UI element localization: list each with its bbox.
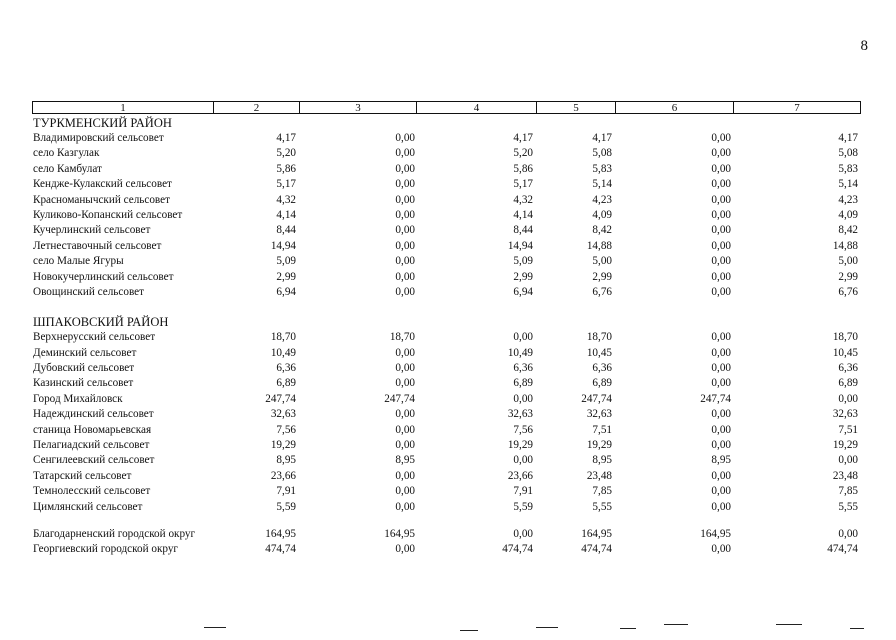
cell-col-7: 5,14: [838, 178, 858, 191]
row-name: Цимлянский сельсовет: [33, 500, 143, 513]
table-row: [32, 208, 861, 223]
cell-col-7: 5,08: [838, 147, 858, 160]
cell-col-4: 0,00: [513, 454, 533, 467]
cell-col-3: 0,00: [395, 362, 415, 375]
page-number: 8: [860, 38, 868, 54]
scan-artifact: [204, 627, 226, 628]
cell-col-3: 0,00: [395, 543, 415, 556]
cell-col-6: 0,00: [711, 239, 731, 252]
cell-col-3: 0,00: [395, 193, 415, 206]
cell-col-7: 5,00: [838, 255, 858, 268]
cell-col-4: 6,89: [513, 377, 533, 390]
cell-col-6: 0,00: [711, 132, 731, 144]
cell-col-5: 5,08: [592, 147, 612, 160]
cell-col-4: 6,36: [513, 362, 533, 375]
cell-col-6: 0,00: [711, 270, 731, 283]
cell-col-4: 4,14: [513, 208, 533, 221]
row-name: Кендже-Кулакский сельсовет: [33, 178, 172, 191]
table-row: [32, 346, 861, 361]
cell-col-2: 5,09: [276, 255, 296, 268]
row-name: Кучерлинский сельсовет: [33, 224, 151, 237]
cell-col-6: 0,00: [711, 331, 731, 344]
cell-col-6: 0,00: [711, 178, 731, 191]
table-row: [32, 453, 861, 468]
cell-col-2: 7,91: [276, 485, 296, 498]
cell-col-6: 0,00: [711, 193, 731, 206]
cell-col-7: 4,09: [838, 208, 858, 221]
cell-col-5: 247,74: [581, 392, 612, 405]
cell-col-2: 14,94: [270, 239, 296, 252]
table-row: [32, 254, 861, 269]
cell-col-2: 4,14: [276, 208, 296, 221]
table-row: [32, 239, 861, 254]
cell-col-3: 0,00: [395, 147, 415, 160]
cell-col-6: 0,00: [711, 346, 731, 359]
table-row: [32, 542, 861, 557]
cell-col-5: 5,55: [592, 500, 612, 513]
header-col-1: 1: [33, 102, 214, 113]
cell-col-6: 8,95: [711, 454, 731, 467]
row-name: село Казгулак: [33, 147, 100, 160]
cell-col-2: 8,95: [276, 454, 296, 467]
cell-col-2: 5,86: [276, 162, 296, 175]
cell-col-2: 6,89: [276, 377, 296, 390]
cell-col-3: 0,00: [395, 377, 415, 390]
cell-col-6: 0,00: [711, 500, 731, 513]
cell-col-4: 0,00: [513, 527, 533, 540]
cell-col-3: 164,95: [384, 527, 415, 540]
scan-artifact: [460, 630, 478, 631]
row-name: Верхнерусский сельсовет: [33, 331, 156, 344]
section-title: ШПАКОВСКИЙ РАЙОН: [33, 315, 169, 330]
cell-col-6: 0,00: [711, 408, 731, 421]
cell-col-5: 6,89: [592, 377, 612, 390]
cell-col-7: 2,99: [838, 270, 858, 283]
cell-col-7: 0,00: [838, 454, 858, 467]
cell-col-5: 32,63: [586, 408, 612, 421]
cell-col-5: 14,88: [586, 239, 612, 252]
table-row: [32, 330, 861, 345]
cell-col-5: 7,51: [592, 423, 612, 436]
table-row: [32, 407, 861, 422]
cell-col-4: 4,32: [513, 193, 533, 206]
cell-col-7: 14,88: [832, 239, 858, 252]
row-name: станица Новомарьевская: [33, 423, 152, 436]
cell-col-2: 5,59: [276, 500, 296, 513]
cell-col-5: 8,42: [592, 224, 612, 237]
cell-col-5: 4,23: [592, 193, 612, 206]
cell-col-5: 19,29: [586, 439, 612, 452]
row-name: Казинский сельсовет: [33, 377, 134, 390]
row-name: Новокучерлинский сельсовет: [33, 270, 174, 283]
row-name: Пелагиадский сельсовет: [33, 439, 150, 452]
cell-col-5: 18,70: [586, 331, 612, 344]
cell-col-3: 0,00: [395, 285, 415, 298]
cell-col-7: 23,48: [832, 469, 858, 482]
cell-col-6: 0,00: [711, 147, 731, 160]
section-spacer: [32, 515, 861, 527]
cell-col-3: 0,00: [395, 423, 415, 436]
cell-col-4: 5,20: [513, 147, 533, 160]
cell-col-5: 6,76: [592, 285, 612, 298]
row-name: село Камбулат: [33, 162, 102, 175]
scan-artifact: [850, 628, 864, 629]
row-name: Темнолесский сельсовет: [33, 485, 151, 498]
cell-col-3: 0,00: [395, 178, 415, 191]
header-col-6: 6: [616, 102, 734, 113]
table-row: [32, 193, 861, 208]
table-row: [32, 285, 861, 300]
scan-artifact: [620, 628, 636, 629]
cell-col-6: 0,00: [711, 285, 731, 298]
cell-col-2: 19,29: [270, 439, 296, 452]
cell-col-4: 474,74: [502, 543, 533, 556]
cell-col-7: 6,76: [838, 285, 858, 298]
cell-col-3: 0,00: [395, 239, 415, 252]
cell-col-3: 0,00: [395, 255, 415, 268]
cell-col-5: 8,95: [592, 454, 612, 467]
table-row: [32, 223, 861, 238]
table-row: [32, 469, 861, 484]
cell-col-2: 8,44: [276, 224, 296, 237]
cell-col-7: 0,00: [838, 392, 858, 405]
cell-col-2: 18,70: [270, 331, 296, 344]
cell-col-4: 5,09: [513, 255, 533, 268]
cell-col-2: 5,17: [276, 178, 296, 191]
table-row: [32, 392, 861, 407]
table-row: [32, 500, 861, 515]
cell-col-3: 0,00: [395, 208, 415, 221]
header-col-7: 7: [794, 102, 800, 114]
table-row: [32, 270, 861, 285]
cell-col-7: 4,17: [838, 132, 858, 144]
cell-col-7: 7,85: [838, 485, 858, 498]
cell-col-5: 5,14: [592, 178, 612, 191]
cell-col-2: 6,36: [276, 362, 296, 375]
cell-col-6: 0,00: [711, 439, 731, 452]
cell-col-6: 0,00: [711, 255, 731, 268]
cell-col-5: 474,74: [581, 543, 612, 556]
table-row: [32, 361, 861, 376]
cell-col-4: 2,99: [513, 270, 533, 283]
cell-col-2: 23,66: [270, 469, 296, 482]
row-name: Красноманычский сельсовет: [33, 193, 171, 206]
table-row: [32, 162, 861, 177]
cell-col-6: 0,00: [711, 377, 731, 390]
cell-col-4: 14,94: [507, 239, 533, 252]
table-row: [32, 131, 861, 146]
cell-col-3: 0,00: [395, 439, 415, 452]
cell-col-7: 18,70: [832, 331, 858, 344]
cell-col-2: 10,49: [270, 346, 296, 359]
header-col-2: 2: [214, 102, 300, 113]
cell-col-2: 2,99: [276, 270, 296, 283]
cell-col-2: 164,95: [265, 527, 296, 540]
cell-col-6: 0,00: [711, 543, 731, 556]
cell-col-4: 8,44: [513, 224, 533, 237]
cell-col-2: 7,56: [276, 423, 296, 436]
cell-col-4: 0,00: [513, 331, 533, 344]
cell-col-4: 7,91: [513, 485, 533, 498]
cell-col-5: 6,36: [592, 362, 612, 375]
cell-col-4: 4,17: [513, 132, 533, 144]
cell-col-7: 8,42: [838, 224, 858, 237]
table-row: [32, 527, 861, 542]
cell-col-3: 18,70: [389, 331, 415, 344]
scan-artifact: [776, 624, 802, 625]
cell-col-6: 0,00: [711, 362, 731, 375]
table-row: [32, 376, 861, 391]
header-col-3: 3: [300, 102, 417, 113]
cell-col-2: 6,94: [276, 285, 296, 298]
row-name: Георгиевский городской округ: [33, 543, 179, 556]
cell-col-6: 247,74: [700, 392, 731, 405]
cell-col-2: 5,20: [276, 147, 296, 160]
cell-col-5: 7,85: [592, 485, 612, 498]
cell-col-7: 6,36: [838, 362, 858, 375]
cell-col-4: 19,29: [507, 439, 533, 452]
cell-col-5: 5,00: [592, 255, 612, 268]
cell-col-2: 474,74: [265, 543, 296, 556]
cell-col-7: 474,74: [827, 543, 858, 556]
cell-col-7: 10,45: [832, 346, 858, 359]
cell-col-3: 0,00: [395, 408, 415, 421]
cell-col-5: 2,99: [592, 270, 612, 283]
row-name: Татарский сельсовет: [33, 469, 132, 482]
cell-col-3: 247,74: [384, 392, 415, 405]
cell-col-6: 0,00: [711, 162, 731, 175]
row-name: Куликово-Копанский сельсовет: [33, 208, 183, 221]
cell-col-7: 4,23: [838, 193, 858, 206]
row-name: Благодарненский городской округ: [33, 527, 196, 540]
row-name: Овощинский сельсовет: [33, 285, 145, 298]
row-name: Деминский сельсовет: [33, 346, 137, 359]
row-name: село Малые Ягуры: [33, 255, 124, 268]
cell-col-7: 32,63: [832, 408, 858, 421]
row-name: Владимировский сельсовет: [33, 132, 164, 144]
table-row: [32, 484, 861, 499]
scan-artifact: [664, 624, 688, 625]
cell-col-6: 164,95: [700, 527, 731, 540]
table-header: [32, 101, 861, 114]
cell-col-5: 164,95: [581, 527, 612, 540]
cell-col-7: 19,29: [832, 439, 858, 452]
cell-col-3: 0,00: [395, 224, 415, 237]
data-table: [32, 116, 861, 558]
cell-col-5: 4,09: [592, 208, 612, 221]
section-title: ТУРКМЕНСКИЙ РАЙОН: [33, 116, 172, 130]
cell-col-2: 4,32: [276, 193, 296, 206]
cell-col-3: 0,00: [395, 270, 415, 283]
cell-col-2: 247,74: [265, 392, 296, 405]
cell-col-4: 6,94: [513, 285, 533, 298]
cell-col-5: 4,17: [592, 132, 612, 144]
cell-col-2: 32,63: [270, 408, 296, 421]
header-col-4: 4: [417, 102, 537, 113]
row-name: Дубовский сельсовет: [33, 362, 135, 375]
cell-col-2: 4,17: [276, 132, 296, 144]
row-name: Надеждинский сельсовет: [33, 408, 154, 421]
cell-col-4: 5,17: [513, 178, 533, 191]
cell-col-7: 6,89: [838, 377, 858, 390]
cell-col-3: 0,00: [395, 346, 415, 359]
section-spacer: [32, 300, 861, 315]
table-row: [32, 146, 861, 161]
cell-col-7: 5,55: [838, 500, 858, 513]
cell-col-3: 0,00: [395, 485, 415, 498]
cell-col-5: 5,83: [592, 162, 612, 175]
cell-col-4: 5,59: [513, 500, 533, 513]
scan-artifact: [536, 627, 558, 628]
cell-col-3: 0,00: [395, 162, 415, 175]
cell-col-5: 10,45: [586, 346, 612, 359]
table-row: [32, 438, 861, 453]
table-row: [32, 423, 861, 438]
cell-col-4: 23,66: [507, 469, 533, 482]
cell-col-4: 5,86: [513, 162, 533, 175]
table-row: [32, 177, 861, 192]
cell-col-3: 0,00: [395, 469, 415, 482]
header-col-5: 5: [537, 102, 616, 113]
cell-col-4: 10,49: [507, 346, 533, 359]
row-name: Город Михайловск: [33, 392, 123, 405]
cell-col-4: 0,00: [513, 392, 533, 405]
cell-col-4: 7,56: [513, 423, 533, 436]
row-name: Летнеставочный сельсовет: [33, 239, 162, 252]
cell-col-7: 7,51: [838, 423, 858, 436]
cell-col-5: 23,48: [586, 469, 612, 482]
cell-col-6: 0,00: [711, 423, 731, 436]
cell-col-6: 0,00: [711, 224, 731, 237]
cell-col-6: 0,00: [711, 485, 731, 498]
cell-col-4: 32,63: [507, 408, 533, 421]
cell-col-6: 0,00: [711, 469, 731, 482]
cell-col-7: 5,83: [838, 162, 858, 175]
cell-col-3: 0,00: [395, 132, 415, 144]
cell-col-3: 8,95: [395, 454, 415, 467]
row-name: Сенгилеевский сельсовет: [33, 454, 155, 467]
cell-col-7: 0,00: [838, 527, 858, 540]
cell-col-3: 0,00: [395, 500, 415, 513]
cell-col-6: 0,00: [711, 208, 731, 221]
